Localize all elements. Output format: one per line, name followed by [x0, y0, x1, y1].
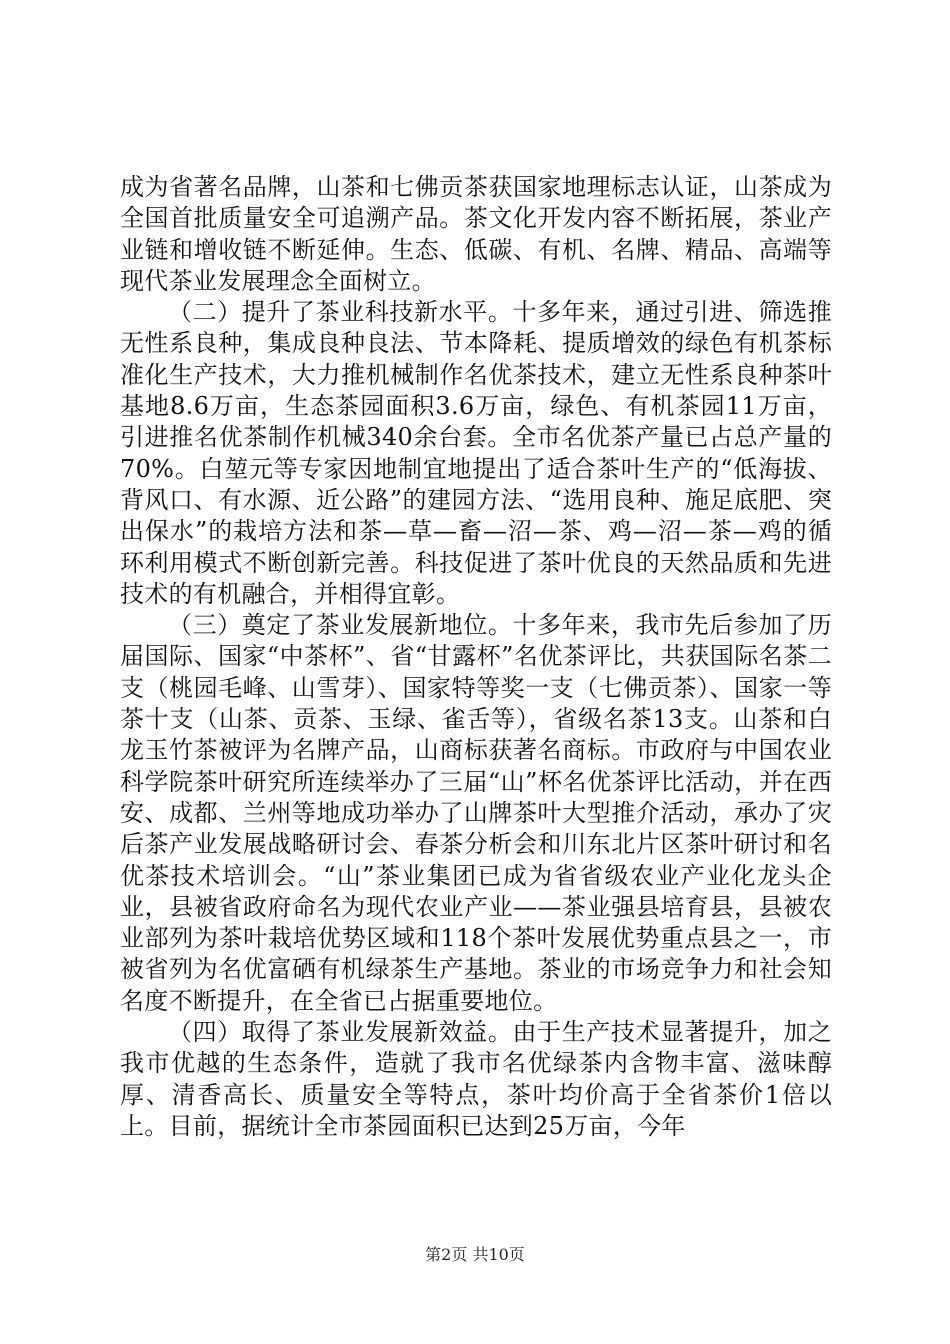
paragraph-section-3: （三）奠定了茶业发展新地位。十多年来，我市先后参加了历届国际、国家“中茶杯”、省“甘露杯”名优茶评比，共获国际名茶二支（桃园毛峰、山雪芽）、国家特等奖一支（七佛贡茶）、国家一等茶十支（山茶、贡茶、玉绿、雀舌等），省级名茶13支。山茶和白龙玉竹茶被评为名牌产品，山商标获著名商标。市政府与中国农业科学院茶叶研究所连续举办了三届“山”杯名优茶评比活动，并在西安、成都、兰州等地成功举办了山牌茶叶大型推介活动，承办了灾后茶产业发展战略研讨会、春茶分析会和川东北片区茶叶研讨和名优茶技术培训会。“山”茶业集团已成为省省级农业产业化龙头企业，县被省政府命名为现代农业产业——茶业强县培育县，县被农业部列为茶叶栽培优势区域和118个茶叶发展优势重点县之一，市被省列为名优富硒有机绿茶生产基地。茶业的市场竞争力和社会知名度不断提升，在全省已占据重要地位。: [120, 611, 832, 1015]
document-body: [120, 172, 832, 1142]
paragraph-continued: 成为省著名品牌，山茶和七佛贡茶获国家地理标志认证，山茶成为全国首批质量安全可追溯产品。茶文化开发内容不断拓展，茶业产业链和增收链不断延伸。生态、低碳、有机、名牌、精品、高端等现代茶业发展理念全面树立。: [120, 173, 832, 295]
paragraph-section-4: （四）取得了茶业发展新效益。由于生产技术显著提升，加之我市优越的生态条件，造就了我市名优绿茶内含物丰富、滋味醇厚、清香高长、质量安全等特点，茶叶均价高于全省茶价1倍以上。目前，据统计全市茶园面积已达到25万亩，今年: [120, 1018, 832, 1140]
page-number-footer: 第2页 共10页: [425, 1245, 525, 1264]
paragraph-section-2: （二）提升了茶业科技新水平。十多年来，通过引进、筛选推无性系良种，集成良种良法、节本降耗、提质增效的绿色有机茶标准化生产技术，大力推机械制作名优茶技术，建立无性系良种茶叶基地8.6万亩，生态茶园面积3.6万亩，绿色、有机茶园11万亩，引进推名优茶制作机械340余台套。全市名优茶产量已占总产量的70%。白堃元等专家因地制宜地提出了适合茶叶生产的“低海拔、背风口、有水源、近公路”的建园方法、“选用良种、施足底肥、突出保水”的栽培方法和茶—草—畜—沼—茶、鸡—沼—茶—鸡的循环利用模式不断创新完善。科技促进了茶叶优良的天然品质和先进技术的有机融合，并相得宜彰。: [120, 298, 832, 608]
